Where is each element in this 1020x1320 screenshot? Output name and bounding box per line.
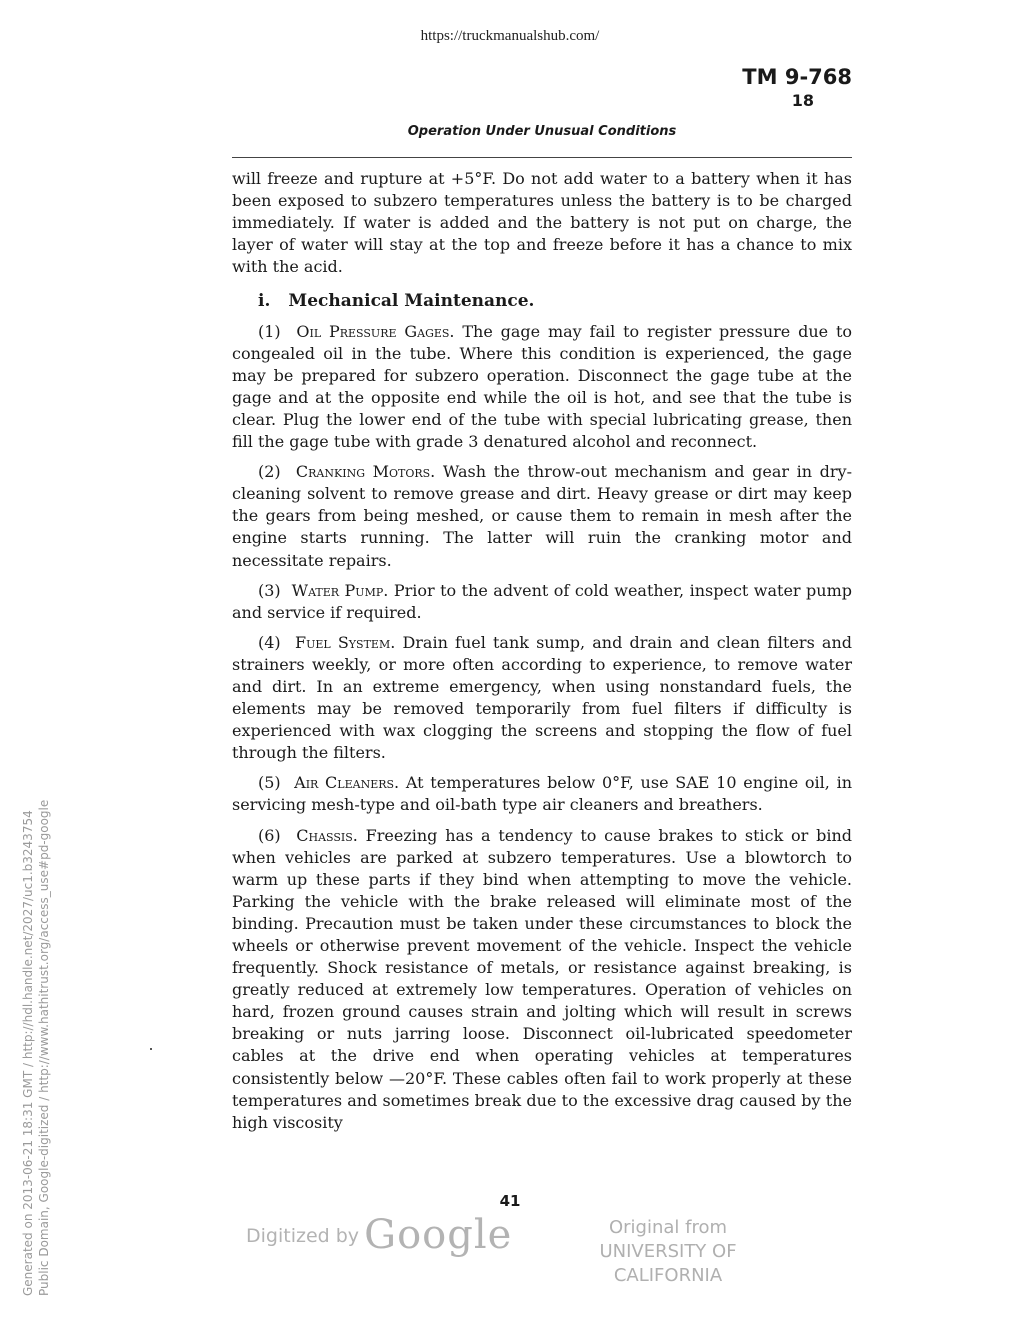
section-letter: i. (258, 291, 271, 312)
item-number: (5) (258, 773, 281, 793)
section-title: Mechanical Maintenance. (288, 291, 535, 312)
item-number: (1) (258, 321, 281, 341)
source-url[interactable]: https://truckmanualshub.com/ (420, 28, 600, 44)
tm-number: TM 9-768 (742, 65, 852, 89)
item-paragraph (232, 632, 852, 765)
item-number: (3) (258, 580, 281, 600)
intro-paragraph: will freeze and rupture at +5°F. Do not add water to a battery when it has been exposed to subzero temperatures unless the battery is to be charged immediately. If water is added and the battery is not put on charge, the layer of water will stay at the top and freeze before it has a chance to mix with the acid. (232, 169, 852, 277)
item-title: Air Cleaners. (294, 773, 400, 793)
item-number: (4) (258, 632, 281, 652)
item-text: The gage may fail to register pressure due to congealed oil in the tube. Where this condition is experienced, the gage may be prepared for subzero operation. Disconnect the gage tube at the gage and at the opposite end while the oil is hot, and see that the tube is clear. Plug the lower end of the tube with special lubricating grease, then fill the gage tube with grade 3 denatured alcohol and reconnect. (232, 321, 853, 452)
item-text: Drain fuel tank sump, and drain and clean filters and strainers weekly, or more often according to experience, to remove water and dirt. In an extreme emergency, when using nonstandard fuels, the elements may be removed temporarily from fuel filters if difficulty is experienced with wax clogging the screens and stopping the flow of fuel through the filters. (232, 632, 853, 763)
section-number: 18 (791, 91, 814, 110)
item-text: Wash the throw-out mechanism and gear in dry-cleaning solvent to remove grease and dirt. Heavy grease or dirt may keep the gears from being meshed, or cause them to remain in mesh after the engine starts running. The latter will ruin the cranking motor and necessitate repairs. (232, 462, 852, 570)
item-text: Freezing has a tendency to cause brakes to stick or bind when vehicles are parked at subzero temperatures. Use a blowtorch to warm up these parts if they bind when attempting to move the vehicle. Parking the vehicle with the brake released will eliminate most of the binding. Precaution must be taken under these circumstances to block the wheels or otherwise prevent movement of the vehicle. Inspect the vehicle frequently. Shock resistance of metals, or resistance against breaking, is greatly reduced at extremely low temperatures. Operation of vehicles on hard, frozen ground causes strain and jolting which will result in screws breaking or nuts jarring loose. Disconnect oil-lubricated speedometer cables at the drive end when operating vehicles at temperatures consistently below —20°F. These cables often fail to work properly at these temperatures and sometimes break due to the excessive drag caused by the high viscosity (232, 825, 853, 1132)
original-institution: UNIVERSITY OF CALIFORNIA (599, 1241, 737, 1286)
item-paragraph (232, 772, 852, 816)
tm-header (742, 64, 852, 112)
item-number: (2) (258, 462, 281, 482)
item-number: (6) (258, 825, 281, 845)
original-from-label: Original from (608, 1217, 728, 1238)
item-title: Chassis. (296, 825, 358, 845)
original-from-watermark (556, 1216, 780, 1288)
page-number: 41 (499, 1192, 521, 1210)
item-text: Prior to the advent of cold weather, inspect water pump and service if required. (232, 580, 853, 622)
item-title: Cranking Motors. (295, 462, 436, 482)
scan-speck (150, 1048, 152, 1050)
header-rule (232, 157, 852, 158)
margin-line: Public Domain, Google-digitized / http://www.hathitrust.org/access_use#pd-google (37, 799, 51, 1296)
digitized-by-watermark (246, 1212, 512, 1258)
item-paragraph (232, 825, 852, 1134)
digitized-prefix: Digitized by (246, 1225, 360, 1247)
running-head: Operation Under Unusual Conditions (407, 124, 677, 139)
google-logo: Google (364, 1212, 513, 1258)
item-paragraph (232, 580, 852, 624)
margin-line: Generated on 2013-06-21 18:31 GMT / http://hdl.handle.net/2027/uc1.b3243754 (21, 810, 35, 1296)
section-heading (258, 290, 852, 312)
item-paragraph (232, 321, 852, 454)
item-text: At temperatures below 0°F, use SAE 10 engine oil, in servicing mesh-type and oil-bath type air cleaners and breathers. (232, 773, 853, 815)
item-title: Water Pump. (291, 580, 389, 600)
item-title: Oil Pressure Gages. (296, 321, 455, 341)
item-title: Fuel System. (294, 632, 396, 652)
page-body (232, 168, 852, 1142)
margin-provenance-note (20, 800, 52, 1296)
item-paragraph (232, 461, 852, 571)
